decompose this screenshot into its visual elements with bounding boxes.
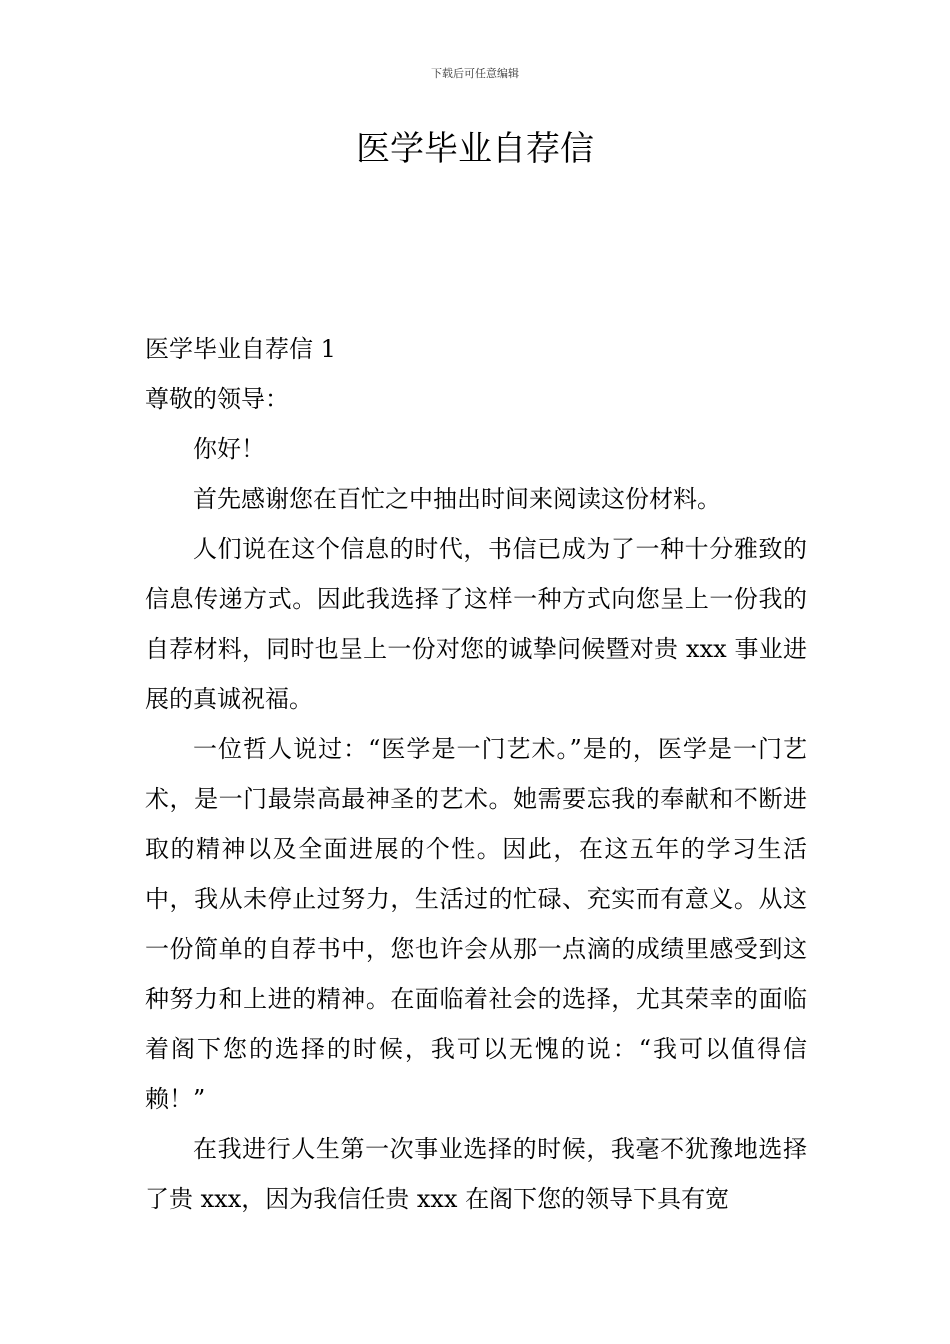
salutation: 尊敬的领导： [145, 385, 289, 413]
paragraph-thanks: 首先感谢您在百忙之中抽出时间来阅读这份材料。 [193, 485, 721, 513]
section-heading: 医学毕业自荐信 1 [145, 335, 336, 363]
document-body [145, 324, 807, 1224]
document-title: 医学毕业自荐信 [356, 129, 594, 169]
paragraph-medicine-art: 一位哲人说过：“医学是一门艺术。”是的，医学是一门艺术，是一门最崇高最神圣的艺术。她需要忘我的奉献和不断进取的精神以及全面进展的个性。因此，在这五年的学习生活中，我从未停止过努力，生活过的忙碌、充实而有意义。从这一份简单的自荐书中，您也许会从那一点滴的成绩里感受到这种努力和上进的精神。在面临着社会的选择，尤其荣幸的面临着阁下您的选择的时候，我可以无愧的说：“我可以值得信赖！” [145, 735, 807, 1113]
paragraph-career-choice: 在我进行人生第一次事业选择的时候，我毫不犹豫地选择了贵 xxx，因为我信任贵 xxx 在阁下您的领导下具有宽 [145, 1135, 807, 1213]
paragraph-letter-method: 人们说在这个信息的时代，书信已成为了一种十分雅致的信息传递方式。因此我选择了这样一种方式向您呈上一份我的自荐材料，同时也呈上一份对您的诚挚问候暨对贵 xxx 事业进展的真诚祝福。 [145, 535, 807, 713]
header-note: 下载后可任意编辑 [431, 67, 519, 80]
greeting: 你好！ [193, 435, 265, 463]
